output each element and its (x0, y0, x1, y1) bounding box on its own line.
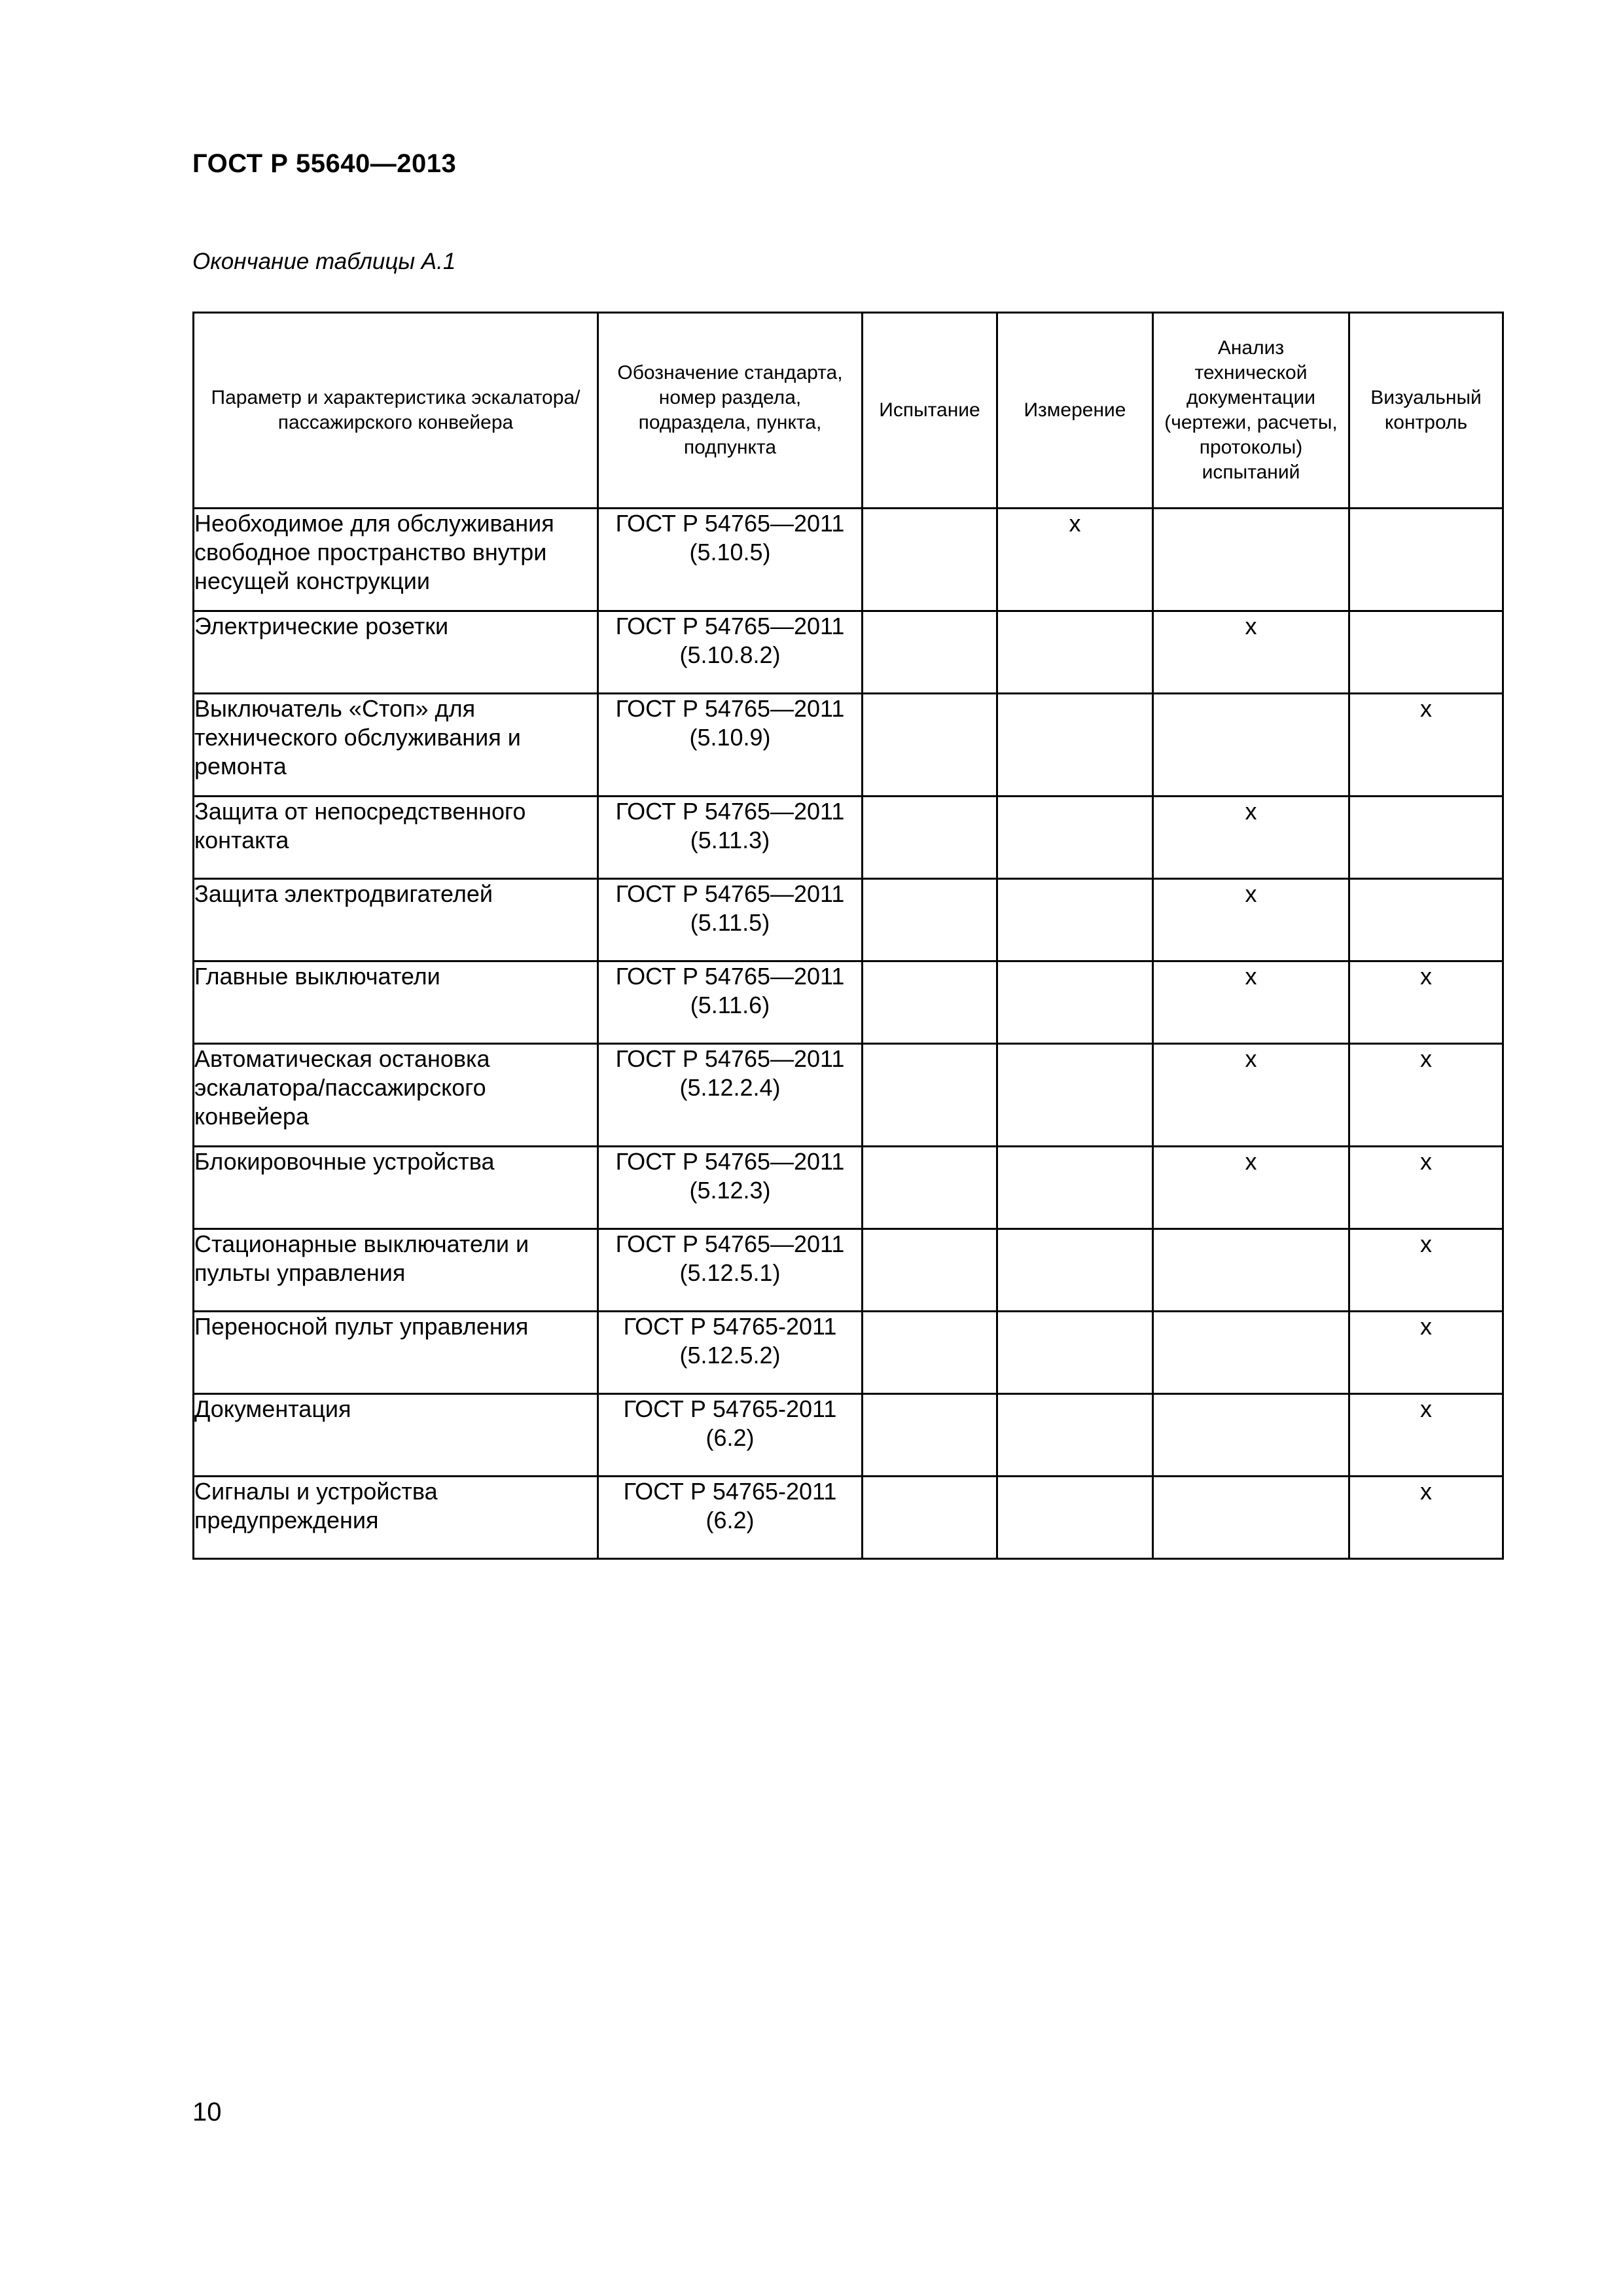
cell-standard: ГОСТ Р 54765-2011 (6.2) (598, 1477, 863, 1559)
cell-visual: x (1349, 1044, 1503, 1147)
table-row (194, 797, 1503, 879)
cell-analysis: x (1153, 1147, 1349, 1229)
cell-test (863, 1044, 997, 1147)
column-header-visual: Визуальный контроль (1349, 313, 1503, 509)
table-row (194, 509, 1503, 611)
cell-analysis (1153, 1394, 1349, 1477)
table-row (194, 1147, 1503, 1229)
cell-test (863, 1394, 997, 1477)
cell-test (863, 509, 997, 611)
cell-standard: ГОСТ Р 54765—2011 (5.10.8.2) (598, 611, 863, 694)
cell-analysis: x (1153, 1044, 1349, 1147)
cell-standard: ГОСТ Р 54765—2011 (5.10.9) (598, 694, 863, 797)
cell-visual: x (1349, 1229, 1503, 1312)
cell-parameter: Стационарные выключатели и пульты управления (194, 1229, 598, 1312)
cell-visual (1349, 509, 1503, 611)
cell-test (863, 1229, 997, 1312)
cell-analysis (1153, 1477, 1349, 1559)
cell-visual: x (1349, 1394, 1503, 1477)
cell-visual (1349, 879, 1503, 961)
column-header-measurement: Измерение (997, 313, 1153, 509)
cell-standard: ГОСТ Р 54765-2011 (6.2) (598, 1394, 863, 1477)
cell-parameter: Защита от непосредственного контакта (194, 797, 598, 879)
cell-measurement (997, 797, 1153, 879)
cell-measurement (997, 1477, 1153, 1559)
column-header-parameter: Параметр и характеристика эскалатора/пассажирского конвейера (194, 313, 598, 509)
cell-test (863, 1477, 997, 1559)
table-row (194, 879, 1503, 961)
cell-measurement: x (997, 509, 1153, 611)
cell-measurement (997, 961, 1153, 1044)
cell-analysis: x (1153, 879, 1349, 961)
cell-visual: x (1349, 961, 1503, 1044)
cell-standard: ГОСТ Р 54765—2011 (5.12.3) (598, 1147, 863, 1229)
table-row (194, 611, 1503, 694)
cell-analysis (1153, 509, 1349, 611)
table-row (194, 1477, 1503, 1559)
cell-parameter: Сигналы и устройства предупреждения (194, 1477, 598, 1559)
cell-visual (1349, 611, 1503, 694)
table-header-row (194, 313, 1503, 509)
cell-visual: x (1349, 694, 1503, 797)
cell-parameter: Блокировочные устройства (194, 1147, 598, 1229)
column-header-test: Испытание (863, 313, 997, 509)
cell-test (863, 1312, 997, 1394)
cell-analysis (1153, 694, 1349, 797)
cell-analysis: x (1153, 961, 1349, 1044)
cell-test (863, 879, 997, 961)
cell-standard: ГОСТ Р 54765—2011 (5.11.6) (598, 961, 863, 1044)
cell-test (863, 1147, 997, 1229)
column-header-analysis: Анализ технической документации (чертежи, расчеты, протоколы) испытаний (1153, 313, 1349, 509)
table-row (194, 961, 1503, 1044)
cell-analysis (1153, 1229, 1349, 1312)
cell-parameter: Автоматическая остановка эскалатора/пассажирского конвейера (194, 1044, 598, 1147)
cell-standard: ГОСТ Р 54765—2011 (5.11.5) (598, 879, 863, 961)
cell-test (863, 961, 997, 1044)
cell-parameter: Защита электродвигателей (194, 879, 598, 961)
cell-measurement (997, 694, 1153, 797)
requirements-table (192, 312, 1504, 1560)
cell-parameter: Переносной пульт управления (194, 1312, 598, 1394)
cell-analysis: x (1153, 611, 1349, 694)
cell-test (863, 797, 997, 879)
table-row (194, 694, 1503, 797)
cell-standard: ГОСТ Р 54765—2011 (5.12.2.4) (598, 1044, 863, 1147)
cell-measurement (997, 1394, 1153, 1477)
cell-standard: ГОСТ Р 54765—2011 (5.11.3) (598, 797, 863, 879)
table-row (194, 1044, 1503, 1147)
cell-parameter: Выключатель «Стоп» для технического обслуживания и ремонта (194, 694, 598, 797)
cell-standard: ГОСТ Р 54765—2011 (5.10.5) (598, 509, 863, 611)
cell-test (863, 611, 997, 694)
table-row (194, 1229, 1503, 1312)
cell-standard: ГОСТ Р 54765-2011 (5.12.5.2) (598, 1312, 863, 1394)
cell-measurement (997, 611, 1153, 694)
cell-measurement (997, 1147, 1153, 1229)
cell-measurement (997, 1312, 1153, 1394)
table-row (194, 1394, 1503, 1477)
cell-visual: x (1349, 1312, 1503, 1394)
table-caption: Окончание таблицы А.1 (192, 249, 456, 274)
cell-measurement (997, 1229, 1153, 1312)
cell-visual: x (1349, 1147, 1503, 1229)
cell-parameter: Электрические розетки (194, 611, 598, 694)
cell-analysis (1153, 1312, 1349, 1394)
document-header-standard-id: ГОСТ Р 55640—2013 (192, 149, 457, 178)
cell-test (863, 694, 997, 797)
cell-parameter: Документация (194, 1394, 598, 1477)
page-number: 10 (192, 2098, 222, 2126)
cell-analysis: x (1153, 797, 1349, 879)
column-header-standard: Обозначение стандарта, номер раздела, подраздела, пункта, подпункта (598, 313, 863, 509)
cell-parameter: Необходимое для обслуживания свободное пространство внутри несущей конструкции (194, 509, 598, 611)
cell-standard: ГОСТ Р 54765—2011 (5.12.5.1) (598, 1229, 863, 1312)
table-row (194, 1312, 1503, 1394)
cell-visual: x (1349, 1477, 1503, 1559)
cell-measurement (997, 879, 1153, 961)
cell-parameter: Главные выключатели (194, 961, 598, 1044)
cell-visual (1349, 797, 1503, 879)
cell-measurement (997, 1044, 1153, 1147)
